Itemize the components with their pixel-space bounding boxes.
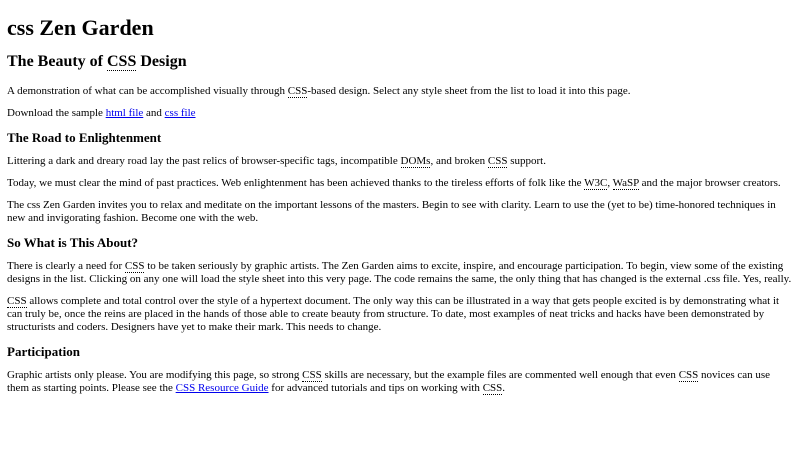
css-abbr: CSS (287, 85, 308, 97)
participation-text: novices can use them as starting points. Please see the (7, 369, 771, 394)
about-paragraph-2 (7, 295, 793, 334)
participation-text: for advanced tutorials and tips on working with (268, 382, 483, 394)
road-text: , (607, 177, 613, 189)
road-paragraph-1 (7, 155, 793, 168)
download-text-and: and (143, 107, 165, 119)
road-text: support. (507, 155, 546, 167)
participation-heading: Participation (7, 344, 80, 359)
css-abbr: CSS (7, 295, 27, 307)
subtitle-text-after: Design (136, 53, 187, 70)
css-resource-guide-link[interactable]: CSS Resource Guide (175, 382, 269, 394)
page-subtitle (7, 52, 793, 72)
download-paragraph (7, 107, 793, 120)
w3c-abbr: W3C (584, 177, 608, 189)
html-file-link[interactable]: html file (105, 107, 144, 119)
css-abbr: CSS (107, 53, 137, 70)
about-text: There is clearly a need for (7, 260, 125, 272)
road-text: and the major browser creators. (638, 177, 781, 189)
about-paragraph-1 (7, 260, 793, 286)
about-heading: So What is This About? (7, 235, 139, 250)
road-paragraph-3: The css Zen Garden invites you to relax and meditate on the important lessons of the masters. Begin to see with clarity. Learn to use the (yet to be) time-honored techniques in new and invigorating fashion. Become one with the web. (7, 199, 776, 224)
participation-text: Graphic artists only please. You are modifying this page, so strong (7, 369, 303, 381)
wasp-abbr: WaSP (612, 177, 639, 189)
road-heading: The Road to Enlightenment (7, 130, 162, 145)
css-file-link[interactable]: css file (164, 107, 196, 119)
about-text: to be taken seriously by graphic artists. The Zen Garden aims to excite, inspire, and encourage participation. To begin, view some of the existing designs in the list. Clicking on any one will load the style sheet into this very page. The code remains the same, the only thing that has changed is the external .css file. Yes, really. (7, 260, 792, 285)
road-text: , and broken (430, 155, 488, 167)
intro-paragraph (7, 85, 793, 98)
road-text: Today, we must clear the mind of past practices. Web enlightenment has been achieved thanks to the tireless efforts of folk like the (7, 177, 585, 189)
download-text: Download the sample (7, 107, 106, 119)
road-paragraph-2 (7, 177, 793, 190)
css-abbr: CSS (302, 369, 322, 381)
subtitle-text-before: The Beauty of (7, 53, 107, 70)
intro-text-before: A demonstration of what can be accomplished visually through (7, 85, 288, 97)
participation-text: . (502, 382, 506, 394)
participation-text: skills are necessary, but the example files are commented well enough that even (321, 369, 679, 381)
css-abbr: CSS (482, 382, 503, 394)
intro-text-after: -based design. Select any style sheet from the list to load it into this page. (307, 85, 631, 97)
css-abbr: CSS (678, 369, 699, 381)
page-title: css Zen Garden (7, 15, 154, 40)
css-abbr: CSS (124, 260, 145, 272)
css-abbr: CSS (487, 155, 508, 167)
road-text: Littering a dark and dreary road lay the past relics of browser-specific tags, incompatible (7, 155, 401, 167)
doms-abbr: DOMs (400, 155, 431, 167)
about-text: allows complete and total control over the style of a hypertext document. The only way this can be illustrated in a way that gets people excited is by demonstrating what it can truly be, once the reins are placed in the hands of those able to create beauty from structure. To date, most examples of neat tricks and hacks have been demonstrated by structurists and coders. Designers have yet to make their mark. This needs to change. (7, 295, 780, 333)
participation-paragraph (7, 369, 793, 395)
